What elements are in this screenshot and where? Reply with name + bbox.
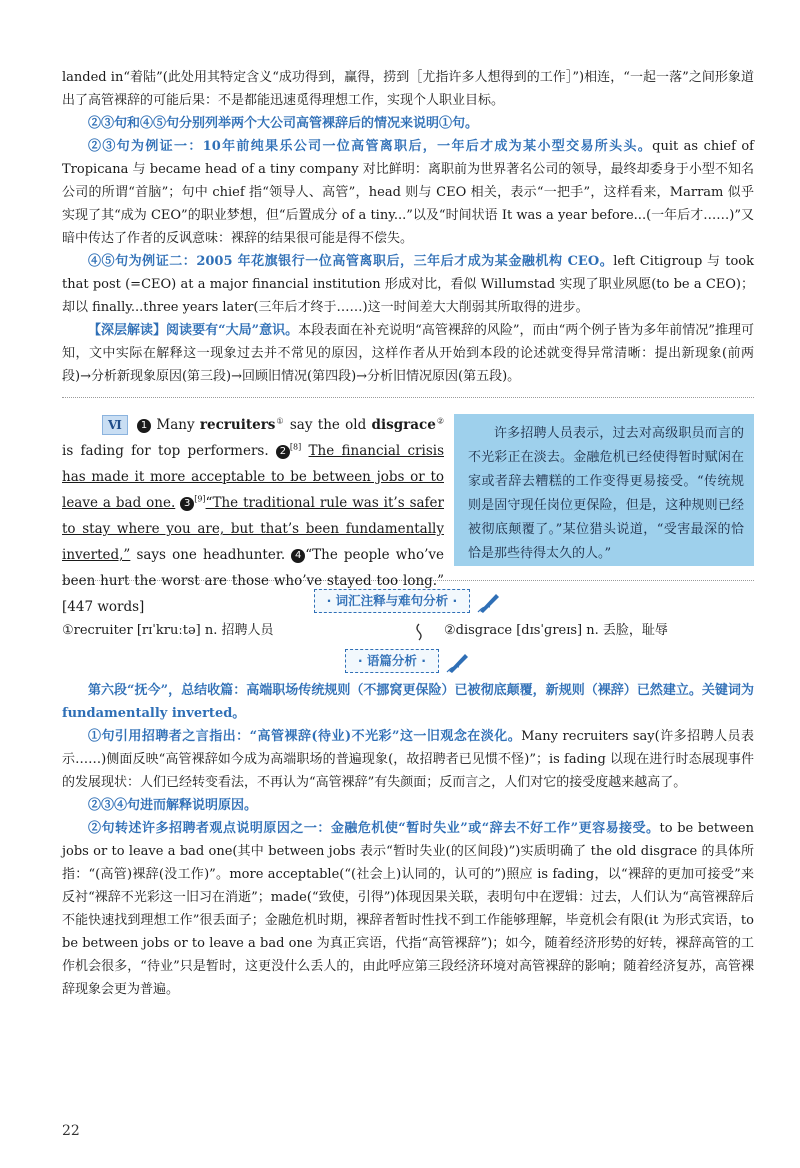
vocab-entry: ②disgrace [dɪsˈɡreɪs] n. 丢脸，耻辱 — [444, 623, 668, 638]
analysis-paragraph: landed in“着陆”(此处用其特定含义“成功得到，赢得，捞到［尤指许多人想得到的工作］”)相连，“一起一落”之间形象道出了高管裸辞的可能后果：不是都能迅速觅得理想工作，实现个人职业目标。 — [62, 70, 754, 108]
key-sentence: ②③句为例证一：10年前纯果乐公司一位高管离职后，一年后才成为某小型交易所头头。 — [88, 139, 653, 154]
vocab-entry: ①recruiter [rɪˈkruːtə] n. 招聘人员 — [62, 623, 274, 638]
analysis-text: to be between jobs or to leave a bad one(其中 between jobs 表示“暂时失业(的区间段)”)实质明确了 the old disgrace 的具体所指：“(高管)裸辞(没工作)”。more acceptable(“(社会上)认同的，认可的”)照应 is fading，以“裸辞的更加可接受”来反衬“裸辞不光彩这一旧习在消逝”；made(“致使，引得”)体现因果关联，表明句中在逻辑：过去，人们认为“高管裸辞后不能快速找到理想工作”很丢面子；金融危机时期，裸辞者暂时性找不到工作能够理解，毕竟机会有限(it 为形式宾语，to be between jobs or to leave a bad one 为真正宾语，代指“高管裸辞”)；如今，随着经济形势的好转，裸辞高管的工作机会很多，“待业”只是暂时，这更没什么丢人的，由此呼应第三段经济环境对高管裸辞的影响；随着经济复苏，高管裸辞现象会更为普遍。 — [62, 821, 754, 997]
footnote-marker: ① — [275, 416, 285, 426]
analysis-heading-row — [62, 649, 754, 673]
footnote-marker: ② — [435, 416, 444, 426]
key-sentence: ①句引用招聘者之言指出：“高管裸辞(待业)不光彩”这一旧观念在淡化。 — [88, 729, 522, 744]
divider — [62, 397, 754, 398]
sentence-text: Many — [156, 417, 200, 433]
sentence-number: 2 — [276, 445, 290, 459]
analysis-text: Many recruiters say(许多招聘人员表示……)侧面反映“高管裸辞如今成为高端职场的普遍现象(，故招聘者已见惯不怪)”；is fading 以现在进行时态展现事件的发展现状：人们已经转变看法，不再认为“高管裸辞”有失颜面；反而言之，人们对它的接受度越来越高了。 — [62, 729, 754, 790]
analysis-text: quit as chief of Tropicana 与 became head of a tiny company 对比鲜明：离职前为世界著名公司的领导，最终却委身于小型不知名公司的所谓“首脑”；句中 chief 指“领导人、高管”，head 则与 CEO 相关，表示“一把手”，这样看来，Marram 似乎实现了其“成为 CEO”的职业梦想，但“后置成分 of a tiny...”以及“时间状语 It was a year before...(一年后才……)”又暗中传达了作者的反讽意味：裸辞的结果很可能是得不偿失。 — [62, 139, 754, 246]
translation-box: 许多招聘人员表示，过去对高级职员而言的不光彩正在淡去。金融危机已经使得暂时赋闲在家或者辞去糟糕的工作变得更易接受。“传统规则是固守现任岗位更保险，但是，这种规则已经被彻底颠覆了。”某位猎头说道，“受害最深的恰恰是那些待得太久的人。” — [454, 414, 754, 566]
sentence-text: say the old — [284, 417, 372, 433]
key-sentence: ②③句和④⑤句分别列举两个大公司高管裸辞后的情况来说明①句。 — [88, 116, 479, 131]
section-heading: · 词汇注释与难句分析 · — [314, 589, 471, 613]
difficult-sentence: The financial crisis has made it more acceptable to be between jobs or to leave a bad one. — [62, 443, 444, 511]
analysis-text: left Citigroup 与 took that post (=CEO) at a major financial institution 形成对比，看似 Willumstad 实现了职业夙愿(to be a CEO)；却以 finally...three years later(三年后才终于……)这一时间差大大削弱其所取得的进步。 — [62, 254, 754, 315]
analysis-paragraph — [62, 794, 754, 817]
analysis-paragraph — [62, 250, 754, 319]
vocab-heading-row — [62, 589, 754, 613]
vocab-word: disgrace — [371, 417, 436, 433]
key-sentence: ④⑤句为例证二：2005 年花旗银行一位高管离职后，三年后才成为某金融机构 CEO。 — [88, 254, 614, 269]
page-number: 22 — [62, 1123, 80, 1139]
difficult-sentence-marker: [8] — [289, 442, 302, 452]
vocab-word: recruiters — [199, 417, 276, 433]
sentence-number: 3 — [180, 497, 194, 511]
page-content — [62, 66, 754, 1001]
sentence-number: 4 — [291, 549, 305, 563]
deep-reading-paragraph — [62, 319, 754, 388]
deep-reading-label: 【深层解读】阅读要有“大局”意识。 — [88, 323, 299, 338]
sentence-text: is fading for top performers. — [62, 443, 276, 459]
pen-icon — [476, 591, 502, 613]
analysis-paragraph — [62, 112, 754, 135]
key-sentence: ②③④句进而解释说明原因。 — [88, 798, 258, 813]
pen-icon — [445, 651, 471, 673]
key-sentence: 第六段“抚今”，总结收篇：高端职场传统规则（不挪窝更保险）已被彻底颠覆，新规则（裸辞）已然建立。关键词为 fundamentally inverted。 — [62, 683, 754, 721]
analysis-paragraph — [62, 817, 754, 1001]
sentence-text: says one headhunter. — [130, 547, 292, 563]
difficult-sentence: “The traditional rule was it’s safer to stay where you are, but that’s been fundamentally inverted,” — [62, 495, 444, 563]
paragraph-number: Ⅵ — [102, 415, 128, 435]
vocab-row — [62, 619, 754, 649]
analysis-paragraph — [62, 135, 754, 250]
key-sentence: ②句转述许多招聘者观点说明原因之一：金融危机使“暂时失业”或“辞去不好工作”更容易接受。 — [88, 821, 660, 836]
section-heading: · 语篇分析 · — [345, 649, 439, 673]
analysis-paragraph — [62, 679, 754, 725]
separator-icon — [414, 623, 424, 641]
analysis-text: 本段表面在补充说明“高管裸辞的风险”，而由“两个例子皆为多年前情况”推理可知，文中实际在解释这一现象过去并不常见的原因，这样作者从开始到本段的论述就变得异常清晰：提出新现象(前两段)→分析新现象原因(第三段)→回顾旧情况(第四段)→分析旧情况原因(第五段)。 — [62, 323, 754, 384]
sentence-number: 1 — [137, 419, 151, 433]
analysis-paragraph — [62, 725, 754, 794]
sentence-text: “The people who’ve been hurt the worst are those who’ve stayed too long.” [447 words] — [62, 547, 444, 615]
difficult-sentence-marker: [9] — [194, 494, 206, 504]
